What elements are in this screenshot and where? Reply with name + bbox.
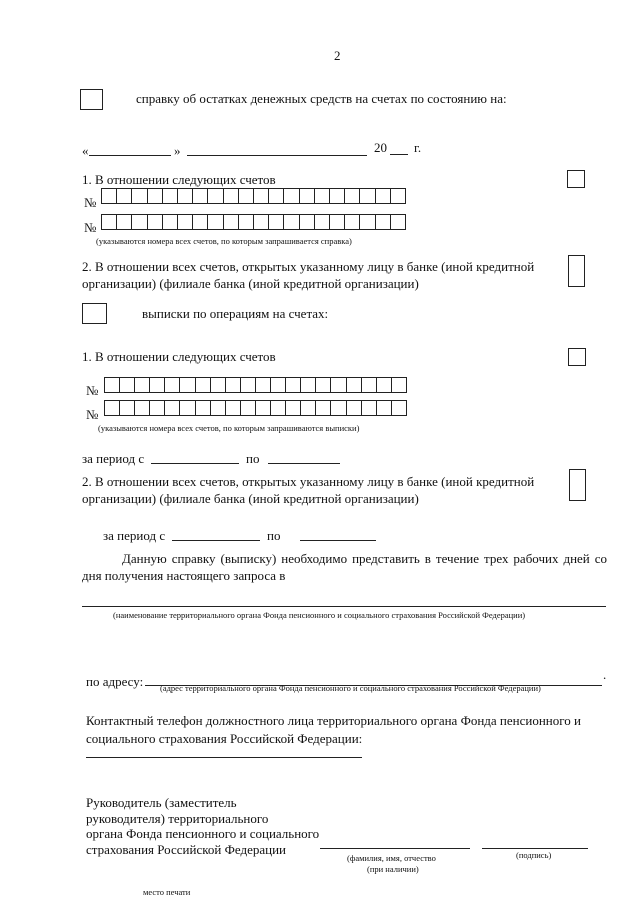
cert-section1-title: 1. В отношении следующих счетов xyxy=(82,172,276,187)
address-note: (адрес территориального органа Фонда пенсионного и социального страхования Российской Федерации) xyxy=(160,683,541,693)
statement-option-label: выписки по операциям на счетах: xyxy=(142,306,329,321)
contact-line1: Контактный телефон должностного лица территориального органа Фонда пенсионного и xyxy=(86,713,581,728)
cert-section2-checkbox[interactable] xyxy=(568,255,585,287)
address-end-mark: . xyxy=(603,667,607,682)
date-open-quote: « xyxy=(82,143,89,158)
cert-section2-line2: организации) (филиале банка (иной кредитной организации) xyxy=(82,276,419,291)
stmt-number-sign-1: № xyxy=(86,383,99,398)
cert-accounts-note: (указываются номера всех счетов, по которым запрашивается справка) xyxy=(96,236,352,246)
stmt-section1-period-to-field[interactable] xyxy=(268,463,340,464)
address-label: по адресу: xyxy=(86,674,144,689)
cert-number-sign-2: № xyxy=(84,220,97,235)
cert-section1-checkbox[interactable] xyxy=(567,170,585,188)
fund-name-note: (наименование территориального органа Фонда пенсионного и социального страхования Российской Федерации) xyxy=(113,610,526,620)
cert-account-number-2[interactable] xyxy=(101,214,406,230)
date-year-field[interactable] xyxy=(390,154,408,155)
certificate-checkbox[interactable] xyxy=(80,89,103,110)
signatory-line3: органа Фонда пенсионного и социального xyxy=(86,826,320,841)
stmt-section2-checkbox[interactable] xyxy=(569,469,586,501)
contact-phone-field[interactable] xyxy=(86,757,362,758)
fund-name-field[interactable] xyxy=(82,606,606,607)
certificate-option-label: справку об остатках денежных средств на счетах по состоянию на: xyxy=(136,91,507,106)
stmt-section1-period-from-field[interactable] xyxy=(151,463,239,464)
stmt-section1-title: 1. В отношении следующих счетов xyxy=(82,349,276,364)
signatory-line1: Руководитель (заместитель xyxy=(86,795,237,810)
stmt-section1-period-from: за период с xyxy=(82,451,145,466)
stmt-section1-checkbox[interactable] xyxy=(568,348,586,366)
stmt-section2-period-from-field[interactable] xyxy=(172,540,260,541)
deadline-text-line2: дня получения настоящего запроса в xyxy=(82,568,286,583)
stmt-accounts-note: (указываются номера всех счетов, по которым запрашиваются выписки) xyxy=(98,423,360,433)
cert-account-number-1[interactable] xyxy=(101,188,406,204)
deadline-text-line1: Данную справку (выписку) необходимо представить в течение трех рабочих дней со xyxy=(122,551,607,566)
signatory-line4: страхования Российской Федерации xyxy=(86,842,286,857)
signatory-signature-field[interactable] xyxy=(482,848,588,849)
signatory-name-field[interactable] xyxy=(320,848,470,849)
stmt-account-number-2[interactable] xyxy=(104,400,407,416)
contact-line2: социального страхования Российской Федерации: xyxy=(86,731,363,746)
page-number: 2 xyxy=(334,48,341,63)
cert-section2-line1: 2. В отношении всех счетов, открытых указанному лицу в банке (иной кредитной xyxy=(82,259,535,274)
date-year-prefix: 20 xyxy=(374,140,387,155)
statement-checkbox[interactable] xyxy=(82,303,107,324)
stmt-account-number-1[interactable] xyxy=(104,377,407,393)
stmt-number-sign-2: № xyxy=(86,407,99,422)
date-close-quote: » xyxy=(174,143,181,158)
stamp-place-label: место печати xyxy=(143,887,191,897)
stmt-section2-period-to-field[interactable] xyxy=(300,540,376,541)
date-day-field[interactable] xyxy=(89,155,171,156)
signatory-line2: руководителя) территориального xyxy=(86,811,269,826)
signatory-sign-note: (подпись) xyxy=(516,850,552,860)
date-month-field[interactable] xyxy=(187,155,367,156)
stmt-section2-line1: 2. В отношении всех счетов, открытых указанному лицу в банке (иной кредитной xyxy=(82,474,535,489)
signatory-name-note-2: (при наличии) xyxy=(367,864,419,874)
signatory-name-note-1: (фамилия, имя, отчество xyxy=(347,853,436,863)
stmt-section2-period-from: за период с xyxy=(103,528,166,543)
stmt-section2-period-to: по xyxy=(267,528,281,543)
date-year-suffix: г. xyxy=(414,140,422,155)
cert-number-sign-1: № xyxy=(84,195,97,210)
stmt-section2-line2: организации) (филиале банка (иной кредитной организации) xyxy=(82,491,419,506)
stmt-section1-period-to: по xyxy=(246,451,260,466)
